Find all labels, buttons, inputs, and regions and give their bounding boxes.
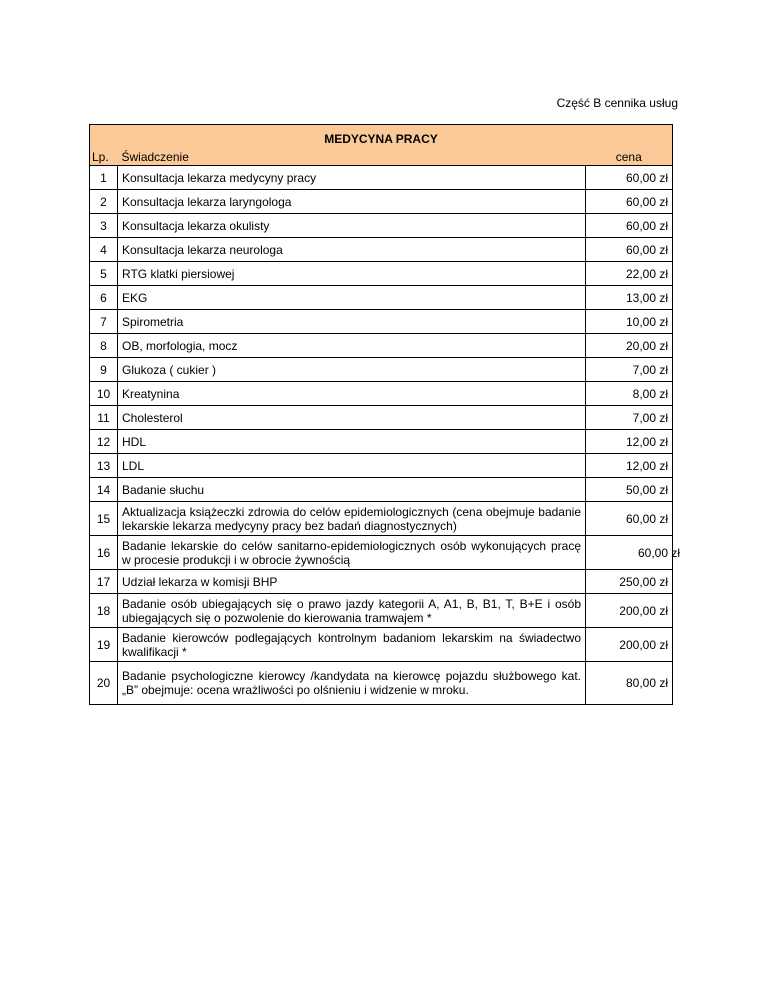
table-row [90,594,673,628]
service-price: 12,00 zł [586,454,673,478]
table-row [90,406,673,430]
table-row [90,662,673,705]
row-number: 13 [90,454,118,478]
table-row [90,358,673,382]
row-number: 4 [90,238,118,262]
row-number: 1 [90,166,118,190]
row-number: 8 [90,334,118,358]
table-row [90,382,673,406]
service-name: OB, morfologia, mocz [118,334,586,358]
row-number: 10 [90,382,118,406]
row-number: 6 [90,286,118,310]
service-name: Konsultacja lekarza medycyny pracy [118,166,586,190]
service-price: 60,00 zł [586,238,673,262]
price-table [89,124,680,705]
service-name: Cholesterol [118,406,586,430]
service-price: 60,00 zł [586,502,673,536]
service-price: 60,00 zł [586,190,673,214]
table-row [90,478,673,502]
column-header-lp: Lp. [90,148,118,166]
service-price: 80,00 zł [586,662,673,705]
row-number: 5 [90,262,118,286]
service-price-value: 60,00 zł [637,545,680,560]
service-price: 10,00 zł [586,310,673,334]
service-name: Spirometria [118,310,586,334]
service-price: 12,00 zł [586,430,673,454]
table-row [90,238,673,262]
table-row [90,166,673,190]
table-row [90,334,673,358]
service-name: Aktualizacja książeczki zdrowia do celów epidemiologicznych (cena obejmuje badanie lekarskie lekarza medycyny pracy bez badań diagnostycznych) [118,502,586,536]
row-number: 15 [90,502,118,536]
service-name: RTG klatki piersiowej [118,262,586,286]
service-price: 60,00 zł [586,166,673,190]
service-price: 250,00 zł [586,570,673,594]
service-price: 8,00 zł [586,382,673,406]
service-price: 50,00 zł [586,478,673,502]
row-number: 17 [90,570,118,594]
service-price: 7,00 zł [586,358,673,382]
table-row [90,502,673,536]
table-row [90,214,673,238]
table-row [90,628,673,662]
service-name: Konsultacja lekarza okulisty [118,214,586,238]
row-number: 18 [90,594,118,628]
service-name: Udział lekarza w komisji BHP [118,570,586,594]
service-name: LDL [118,454,586,478]
table-row [90,430,673,454]
service-name: HDL [118,430,586,454]
service-price: 200,00 zł [586,594,673,628]
row-number: 14 [90,478,118,502]
service-name: Konsultacja lekarza laryngologa [118,190,586,214]
table-row [90,286,673,310]
service-name: Konsultacja lekarza neurologa [118,238,586,262]
table-row [90,310,673,334]
row-number: 3 [90,214,118,238]
banner-row [90,125,673,149]
column-header-service: Świadczenie [118,148,586,166]
service-price: 200,00 zł [586,628,673,662]
service-price: 13,00 zł [586,286,673,310]
column-header-price: cena [586,148,673,166]
table-row [90,536,673,570]
table-row [90,570,673,594]
service-price: 7,00 zł [586,406,673,430]
service-price: 60,00 zł [586,214,673,238]
service-name: Kreatynina [118,382,586,406]
row-number: 9 [90,358,118,382]
service-price: 22,00 zł [586,262,673,286]
row-number: 20 [90,662,118,705]
table-row [90,262,673,286]
table-row [90,190,673,214]
service-name: Badanie lekarskie do celów sanitarno-epidemiologicznych osób wykonujących pracę w procesie produkcji i w obrocie żywnością [118,536,586,570]
page-heading: Część B cennika usług [556,96,678,110]
section-banner: MEDYCYNA PRACY [90,125,673,149]
row-number: 2 [90,190,118,214]
service-price: 20,00 zł [586,334,673,358]
row-number: 11 [90,406,118,430]
row-number: 7 [90,310,118,334]
header-row [90,148,673,166]
service-name: Badanie psychologiczne kierowcy /kandydata na kierowcę pojazdu służbowego kat. „B” obejmuje: ocena wrażliwości po olśnieniu i widzenie w mroku. [118,662,586,705]
service-name: Badanie słuchu [118,478,586,502]
table-row [90,454,673,478]
service-name: EKG [118,286,586,310]
service-name: Badanie osób ubiegających się o prawo jazdy kategorii A, A1, B, B1, T, B+E i osób ubiegających się o pozwolenie do kierowania tramwajem * [118,594,586,628]
row-number: 19 [90,628,118,662]
row-number: 16 [90,536,118,570]
service-price [586,536,680,570]
service-name: Badanie kierowców podlegających kontrolnym badaniom lekarskim na świadectwo kwalifikacji * [118,628,586,662]
row-number: 12 [90,430,118,454]
service-name: Glukoza ( cukier ) [118,358,586,382]
